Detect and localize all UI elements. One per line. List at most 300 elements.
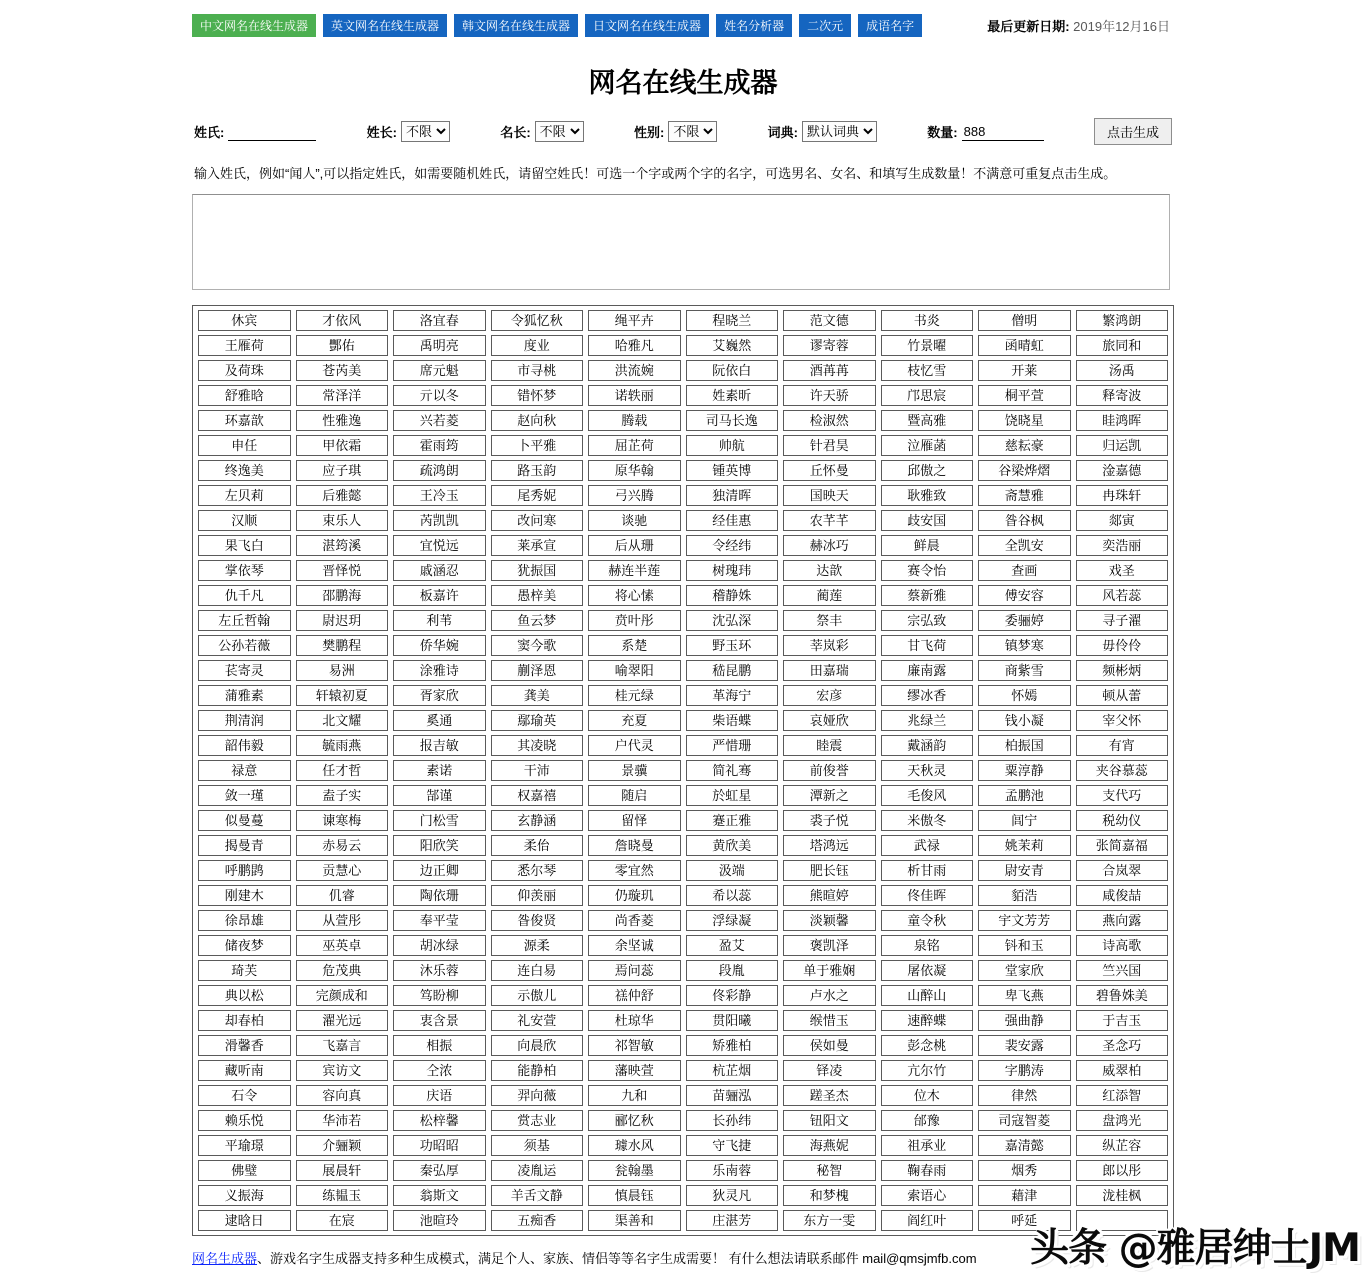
name-cell: 析甘雨 <box>881 860 974 881</box>
name-cell: 耿雅致 <box>881 485 974 506</box>
name-cell: 藩映萱 <box>588 1060 681 1081</box>
name-cell: 山醉山 <box>881 985 974 1006</box>
name-cell: 将心愫 <box>588 585 681 606</box>
name-cell: 蒯泽恩 <box>491 660 584 681</box>
table-row <box>198 935 1168 956</box>
name-cell: 璩水风 <box>588 1135 681 1156</box>
name-cell: 缪冰香 <box>881 685 974 706</box>
name-cell: 谬寄蓉 <box>783 335 876 356</box>
name-cell: 合岚翠 <box>1076 860 1169 881</box>
table-row <box>198 860 1168 881</box>
top-bar <box>192 0 1174 37</box>
name-cell: 咸俊喆 <box>1076 885 1169 906</box>
name-cell: 利苇 <box>393 610 486 631</box>
name-cell: 介骊颖 <box>296 1135 389 1156</box>
surname-label: 姓氏: <box>194 125 225 140</box>
name-cell: 贲叶彤 <box>588 610 681 631</box>
name-cell: 沈弘深 <box>686 610 779 631</box>
name-cell: 阮依白 <box>686 360 779 381</box>
table-row <box>198 535 1168 556</box>
table-row <box>198 360 1168 381</box>
dictionary-group <box>768 121 877 142</box>
name-cell: 系楚 <box>588 635 681 656</box>
name-cell: 宇文芳芳 <box>978 910 1071 931</box>
table-row <box>198 610 1168 631</box>
name-cell: 和梦槐 <box>783 1185 876 1206</box>
last-update <box>987 16 1174 35</box>
name-cell: 武禄 <box>881 835 974 856</box>
name-cell: 令经纬 <box>686 535 779 556</box>
name-cell: 晋怿悦 <box>296 560 389 581</box>
table-row <box>198 960 1168 981</box>
footer-generator-link[interactable]: 网名生成器 <box>192 1251 258 1266</box>
name-cell: 贯阳曦 <box>686 1010 779 1031</box>
surname-input[interactable] <box>228 123 316 141</box>
name-cell: 庆语 <box>393 1085 486 1106</box>
name-cell: 板嘉许 <box>393 585 486 606</box>
name-cell: 尉迟玥 <box>296 610 389 631</box>
name-cell: 针君昊 <box>783 435 876 456</box>
name-cell: 蔺莲 <box>783 585 876 606</box>
name-cell: 邵鹏海 <box>296 585 389 606</box>
name-cell: 宏彦 <box>783 685 876 706</box>
name-cell: 支代巧 <box>1076 785 1169 806</box>
name-cell: 赫连半莲 <box>588 560 681 581</box>
footer <box>192 1248 1174 1281</box>
name-cell: 怀嫣 <box>978 685 1071 706</box>
instruction-text: 输入姓氏，例如“闻人”,可以指定姓氏，如需要随机姓氏，请留空姓氏！可选一个字或两个字的名字，可选男名、女名、和填写生成数量！不满意可重复点击生成。 <box>194 166 1117 181</box>
name-cell: 洛宜春 <box>393 310 486 331</box>
name-cell: 池暄玲 <box>393 1210 486 1231</box>
quantity-label: 数量: <box>927 125 958 140</box>
name-cell: 酒苒苒 <box>783 360 876 381</box>
name-cell: 僧明 <box>978 310 1071 331</box>
name-cell: 柴语蝶 <box>686 710 779 731</box>
name-cell: 随启 <box>588 785 681 806</box>
name-cell: 赤易云 <box>296 835 389 856</box>
table-row <box>198 335 1168 356</box>
name-cell: 简礼骞 <box>686 760 779 781</box>
nav-erciyuan[interactable]: 二次元 <box>799 14 851 37</box>
gender-group <box>634 121 717 142</box>
gender-select[interactable] <box>668 121 717 142</box>
name-cell: 瓮翰墨 <box>588 1160 681 1181</box>
gender-label: 性别: <box>633 125 665 140</box>
name-cell: 刚建木 <box>198 885 291 906</box>
name-cell: 桐平萱 <box>978 385 1071 406</box>
last-update-label: 最后更新日期: <box>987 19 1070 34</box>
name-cell: 易洲 <box>296 660 389 681</box>
name-cell: 令狐忆秋 <box>491 310 584 331</box>
name-cell: 苌寄灵 <box>198 660 291 681</box>
name-cell: 查画 <box>978 560 1071 581</box>
name-cell: 在宸 <box>296 1210 389 1231</box>
name-cell: 米傲冬 <box>881 810 974 831</box>
name-cell: 前俊誉 <box>783 760 876 781</box>
name-cell: 慎晨钰 <box>588 1185 681 1206</box>
name-cell: 莱承宣 <box>491 535 584 556</box>
name-cell: 禚仲舒 <box>588 985 681 1006</box>
name-cell: 尉安青 <box>978 860 1071 881</box>
name-cell: 应子琪 <box>296 460 389 481</box>
name-cell: 鄢瑜英 <box>491 710 584 731</box>
name-cell: 藏听南 <box>198 1060 291 1081</box>
name-cell: 束乐人 <box>296 510 389 531</box>
name-cell: 缑惜玉 <box>783 1010 876 1031</box>
name-cell: 错怀梦 <box>491 385 584 406</box>
name-cell: 藉津 <box>978 1185 1071 1206</box>
name-cell: 哈雅凡 <box>588 335 681 356</box>
name-cell: 锺英博 <box>686 460 779 481</box>
given-length-label: 名长: <box>500 125 531 140</box>
surname-length-group <box>367 121 450 142</box>
name-cell: 性雅逸 <box>296 410 389 431</box>
name-cell: 腾载 <box>588 410 681 431</box>
name-cell: 委骊婷 <box>978 610 1071 631</box>
name-cell: 甲依霜 <box>296 435 389 456</box>
name-cell: 琦芙 <box>198 960 291 981</box>
name-cell: 敛一瑾 <box>198 785 291 806</box>
name-cell: 风若蕊 <box>1076 585 1169 606</box>
name-cell: 笃盼柳 <box>393 985 486 1006</box>
name-cell: 书炎 <box>881 310 974 331</box>
name-cell: 速醉蝶 <box>881 1010 974 1031</box>
name-cell: 宰父怀 <box>1076 710 1169 731</box>
name-cell: 野玉环 <box>686 635 779 656</box>
name-cell: 严惜珊 <box>686 735 779 756</box>
name-cell: 戚涵忍 <box>393 560 486 581</box>
quantity-input[interactable] <box>962 123 1044 141</box>
name-cell: 功昭昭 <box>393 1135 486 1156</box>
name-cell: 其凌晓 <box>491 735 584 756</box>
table-row <box>198 785 1168 806</box>
name-cell: 淦嘉德 <box>1076 460 1169 481</box>
surname-length-label: 姓长: <box>366 125 397 140</box>
nav-english-name-generator[interactable]: 英文网名在线生成器 <box>323 14 447 37</box>
name-cell: 莘岚彩 <box>783 635 876 656</box>
name-cell: 红添智 <box>1076 1085 1169 1106</box>
name-cell: 郦忆秋 <box>588 1110 681 1131</box>
name-cell: 钭和玉 <box>978 935 1071 956</box>
name-cell: 淡颖馨 <box>783 910 876 931</box>
name-cell: 兴若菱 <box>393 410 486 431</box>
name-cell: 浮绿凝 <box>686 910 779 931</box>
name-cell: 泷桂枫 <box>1076 1185 1169 1206</box>
name-cell: 揭曼青 <box>198 835 291 856</box>
table-row <box>198 910 1168 931</box>
table-row <box>198 460 1168 481</box>
name-cell: 尾秀妮 <box>491 485 584 506</box>
name-cell: 苗骊泓 <box>686 1085 779 1106</box>
name-cell: 貊浩 <box>978 885 1071 906</box>
name-cell: 佟佳晖 <box>881 885 974 906</box>
name-cell: 后雅懿 <box>296 485 389 506</box>
name-cell: 涂雅诗 <box>393 660 486 681</box>
name-cell: 奕浩丽 <box>1076 535 1169 556</box>
name-cell: 湛筠溪 <box>296 535 389 556</box>
name-cell: 於虹星 <box>686 785 779 806</box>
name-cell: 源柔 <box>491 935 584 956</box>
name-cell: 鱼云梦 <box>491 610 584 631</box>
name-cell: 嵇昆鹏 <box>686 660 779 681</box>
name-cell: 绳平卉 <box>588 310 681 331</box>
name-cell: 希以蕊 <box>686 885 779 906</box>
name-cell: 申任 <box>198 435 291 456</box>
name-cell: 龚美 <box>491 685 584 706</box>
name-cell: 庄湛芳 <box>686 1210 779 1231</box>
name-cell: 燕向露 <box>1076 910 1169 931</box>
name-cell: 全凯安 <box>978 535 1071 556</box>
nav-japanese-name-generator[interactable]: 日文网名在线生成器 <box>585 14 709 37</box>
name-cell: 寻子濯 <box>1076 610 1169 631</box>
name-cell: 霍雨筠 <box>393 435 486 456</box>
name-cell: 铎凌 <box>783 1060 876 1081</box>
name-cell: 阎红叶 <box>881 1210 974 1231</box>
name-cell: 华沛若 <box>296 1110 389 1131</box>
name-cell: 开莱 <box>978 360 1071 381</box>
table-row <box>198 1185 1168 1206</box>
dictionary-select[interactable] <box>802 121 877 142</box>
table-row <box>198 385 1168 406</box>
name-cell: 廉南露 <box>881 660 974 681</box>
name-cell: 权嘉禧 <box>491 785 584 806</box>
name-cell: 屈芷荷 <box>588 435 681 456</box>
name-cell: 泣雁菡 <box>881 435 974 456</box>
name-cell: 秘智 <box>783 1160 876 1181</box>
name-cell: 强曲静 <box>978 1010 1071 1031</box>
names-table <box>192 305 1174 1236</box>
name-cell: 蹉圣杰 <box>783 1085 876 1106</box>
name-cell: 烟秀 <box>978 1160 1071 1181</box>
name-cell: 祖承业 <box>881 1135 974 1156</box>
name-cell: 索语心 <box>881 1185 974 1206</box>
table-row <box>198 1110 1168 1131</box>
generator-form <box>194 118 1172 145</box>
name-cell: 赵向秋 <box>491 410 584 431</box>
name-cell: 圣念巧 <box>1076 1035 1169 1056</box>
table-row <box>198 985 1168 1006</box>
table-row <box>198 1035 1168 1056</box>
nav-chinese-name-generator[interactable]: 中文网名在线生成器 <box>192 14 316 37</box>
name-cell: 果飞白 <box>198 535 291 556</box>
name-cell: 公孙若薇 <box>198 635 291 656</box>
name-cell: 屠依凝 <box>881 960 974 981</box>
name-cell: 商紫雪 <box>978 660 1071 681</box>
name-cell: 位木 <box>881 1085 974 1106</box>
name-cell: 程晓兰 <box>686 310 779 331</box>
name-cell: 潭新之 <box>783 785 876 806</box>
name-cell: 亢尔竹 <box>881 1060 974 1081</box>
name-cell: 郯寅 <box>1076 510 1169 531</box>
name-cell: 及荷珠 <box>198 360 291 381</box>
name-cell: 展晨轩 <box>296 1160 389 1181</box>
name-cell: 终逸美 <box>198 460 291 481</box>
name-cell: 须基 <box>491 1135 584 1156</box>
name-cell: 镇梦寒 <box>978 635 1071 656</box>
table-row <box>198 685 1168 706</box>
name-cell: 焉问蕊 <box>588 960 681 981</box>
name-cell: 酆佑 <box>296 335 389 356</box>
name-cell: 祁智敏 <box>588 1035 681 1056</box>
name-cell: 左丘哲翰 <box>198 610 291 631</box>
name-cell: 危茂典 <box>296 960 389 981</box>
name-cell: 仝浓 <box>393 1060 486 1081</box>
name-cell: 典以松 <box>198 985 291 1006</box>
name-cell: 容向真 <box>296 1085 389 1106</box>
name-cell: 甘飞荷 <box>881 635 974 656</box>
nav-korean-name-generator[interactable]: 韩文网名在线生成器 <box>454 14 578 37</box>
name-cell: 仇千凡 <box>198 585 291 606</box>
name-cell: 零宜然 <box>588 860 681 881</box>
name-cell: 疏鸿朗 <box>393 460 486 481</box>
table-row <box>198 1210 1168 1231</box>
nav-idiom-names[interactable]: 成语名字 <box>858 14 922 37</box>
table-row <box>198 710 1168 731</box>
name-cell: 郜谨 <box>393 785 486 806</box>
last-update-date: 2019年12月16日 <box>1073 19 1170 34</box>
name-cell: 九和 <box>588 1085 681 1106</box>
name-cell: 卢水之 <box>783 985 876 1006</box>
name-cell: 有宵 <box>1076 735 1169 756</box>
name-cell: 眭鸿晖 <box>1076 410 1169 431</box>
name-cell: 充夏 <box>588 710 681 731</box>
name-cell: 樊鹏程 <box>296 635 389 656</box>
results-textarea[interactable] <box>192 194 1170 290</box>
name-cell: 昝谷枫 <box>978 510 1071 531</box>
name-cell: 汉顺 <box>198 510 291 531</box>
name-cell: 仰羡丽 <box>491 885 584 906</box>
name-cell: 郎以彤 <box>1076 1160 1169 1181</box>
name-cell: 戴涵韵 <box>881 735 974 756</box>
name-cell: 堂家欣 <box>978 960 1071 981</box>
name-cell: 傅安容 <box>978 585 1071 606</box>
watermark-toutiao: 头条 @雅居绅士JM <box>1030 1226 1360 1271</box>
name-cell: 贡慧心 <box>296 860 389 881</box>
name-cell: 威翠柏 <box>1076 1060 1169 1081</box>
name-cell: 狄灵凡 <box>686 1185 779 1206</box>
name-cell <box>1076 1210 1169 1231</box>
name-cell: 平瑜璟 <box>198 1135 291 1156</box>
name-cell: 邱傲之 <box>881 460 974 481</box>
name-cell: 玄静涵 <box>491 810 584 831</box>
name-cell: 盘鸿光 <box>1076 1110 1169 1131</box>
name-cell: 兆绿兰 <box>881 710 974 731</box>
name-cell: 亓以冬 <box>393 385 486 406</box>
name-cell: 竺兴国 <box>1076 960 1169 981</box>
name-cell: 舒雅晗 <box>198 385 291 406</box>
name-cell: 谈驰 <box>588 510 681 531</box>
table-row <box>198 760 1168 781</box>
name-cell: 席元魁 <box>393 360 486 381</box>
nav-name-analyzer[interactable]: 姓名分析器 <box>716 14 792 37</box>
name-cell: 练韫玉 <box>296 1185 389 1206</box>
table-row <box>198 660 1168 681</box>
name-cell: 闾宁 <box>978 810 1071 831</box>
name-cell: 才依风 <box>296 310 389 331</box>
name-cell: 范文德 <box>783 310 876 331</box>
name-cell: 毋伶伶 <box>1076 635 1169 656</box>
name-cell: 哀娅欣 <box>783 710 876 731</box>
name-cell: 归运凯 <box>1076 435 1169 456</box>
name-cell: 五痴香 <box>491 1210 584 1231</box>
name-cell: 犹振国 <box>491 560 584 581</box>
name-cell: 竹景曜 <box>881 335 974 356</box>
generate-button[interactable]: 点击生成 <box>1094 118 1172 145</box>
name-cell: 滑馨香 <box>198 1035 291 1056</box>
name-cell: 慈耘豪 <box>978 435 1071 456</box>
name-cell: 佟彩静 <box>686 985 779 1006</box>
name-cell: 田嘉瑞 <box>783 660 876 681</box>
name-cell: 从萱彤 <box>296 910 389 931</box>
name-cell: 飞嘉言 <box>296 1035 389 1056</box>
page-title: 网名在线生成器 <box>588 68 778 98</box>
name-cell: 尚香菱 <box>588 910 681 931</box>
name-cell: 姚茉莉 <box>978 835 1071 856</box>
name-cell: 许天骄 <box>783 385 876 406</box>
name-cell: 禄意 <box>198 760 291 781</box>
name-cell: 掌依琴 <box>198 560 291 581</box>
name-cell: 荆清润 <box>198 710 291 731</box>
name-cell: 夹谷慕蕊 <box>1076 760 1169 781</box>
nav-tabs <box>192 14 922 37</box>
table-row <box>198 885 1168 906</box>
name-cell: 钱小凝 <box>978 710 1071 731</box>
given-length-group <box>500 121 583 142</box>
name-cell: 任才哲 <box>296 760 389 781</box>
name-cell: 旅同和 <box>1076 335 1169 356</box>
name-cell: 环嘉歆 <box>198 410 291 431</box>
given-name-length-select[interactable] <box>535 121 584 142</box>
name-cell: 喻翠阳 <box>588 660 681 681</box>
name-cell: 守飞捷 <box>686 1135 779 1156</box>
name-cell: 律然 <box>978 1085 1071 1106</box>
name-cell: 柏振国 <box>978 735 1071 756</box>
name-cell: 树瑰玮 <box>686 560 779 581</box>
name-cell: 原华翰 <box>588 460 681 481</box>
name-cell: 谷梁烨熠 <box>978 460 1071 481</box>
name-cell: 艾巍然 <box>686 335 779 356</box>
name-cell: 昝俊贤 <box>491 910 584 931</box>
name-cell: 碧鲁姝美 <box>1076 985 1169 1006</box>
name-cell: 苍芮美 <box>296 360 389 381</box>
name-cell: 悉尔琴 <box>491 860 584 881</box>
name-cell: 左贝莉 <box>198 485 291 506</box>
name-cell: 衷含景 <box>393 1010 486 1031</box>
name-cell: 连白易 <box>491 960 584 981</box>
name-cell: 阳欣笑 <box>393 835 486 856</box>
name-cell: 休宾 <box>198 310 291 331</box>
name-cell: 赫冰巧 <box>783 535 876 556</box>
name-cell: 盈艾 <box>686 935 779 956</box>
name-cell: 童令秋 <box>881 910 974 931</box>
name-cell: 张简嘉福 <box>1076 835 1169 856</box>
surname-length-select[interactable] <box>401 121 450 142</box>
footer-email: mail@qmsjmfb.com <box>862 1251 977 1266</box>
name-cell: 国映天 <box>783 485 876 506</box>
name-cell: 检淑然 <box>783 410 876 431</box>
name-cell: 黄欣美 <box>686 835 779 856</box>
quantity-group <box>927 122 1043 141</box>
name-cell: 肥长钰 <box>783 860 876 881</box>
name-cell: 饶晓星 <box>978 410 1071 431</box>
name-cell: 禹明亮 <box>393 335 486 356</box>
name-cell: 毛俊风 <box>881 785 974 806</box>
name-cell: 诗高歌 <box>1076 935 1169 956</box>
name-cell: 司马长逸 <box>686 410 779 431</box>
name-cell: 路玉韵 <box>491 460 584 481</box>
name-cell: 鲜晨 <box>881 535 974 556</box>
table-row <box>198 735 1168 756</box>
